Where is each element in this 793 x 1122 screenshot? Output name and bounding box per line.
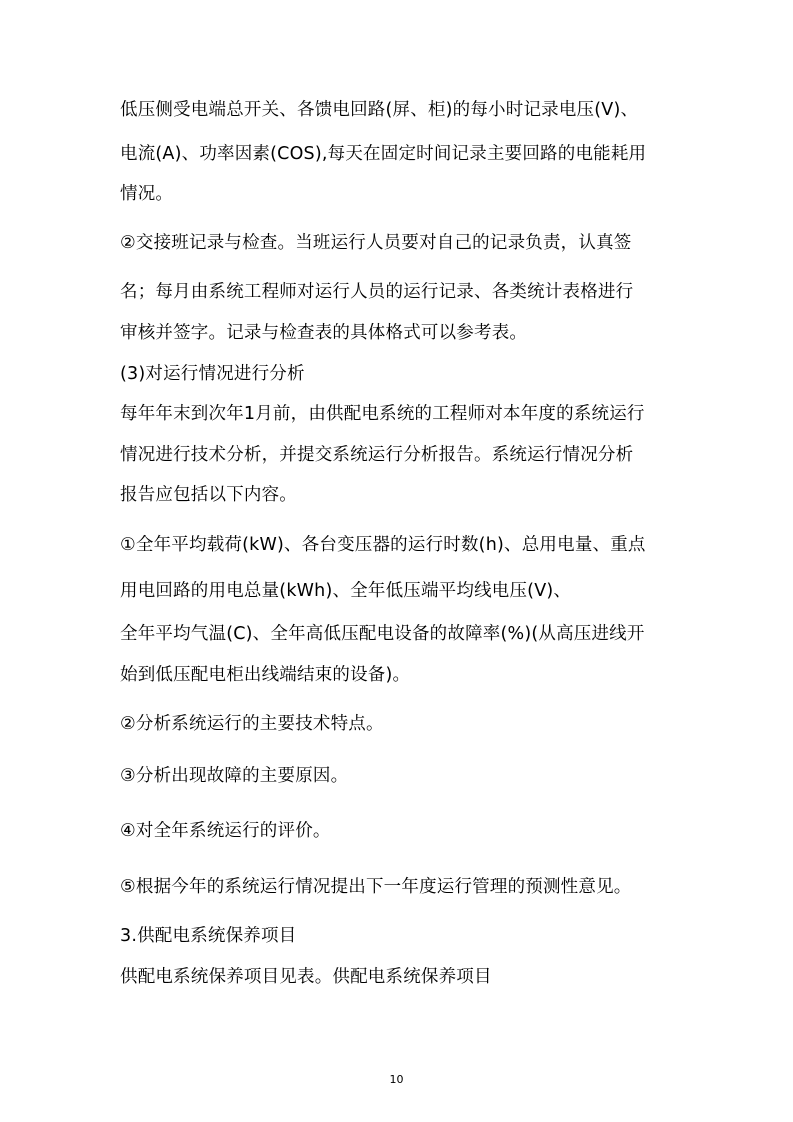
list-item-1-line: ①全年平均载荷(kW)、各台变压器的运行时数(h)、总用电量、重点 (120, 535, 646, 555)
list-item-4: ④对全年系统运行的评价。 (120, 821, 331, 841)
list-item-3: ③分析出现故障的主要原因。 (120, 766, 349, 786)
paragraph-line: 用电回路的用电总量(kWh)、全年低压端平均线电压(V)、 (120, 581, 572, 601)
paragraph-line: 低压侧受电端总开关、各馈电回路(屏、柜)的每小时记录电压(V)、 (120, 100, 639, 120)
paragraph-line: 每年年末到次年1月前，由供配电系统的工程师对本年度的系统运行 (120, 404, 645, 424)
paragraph-line: 电流(A)、功率因素(COS),每天在固定时间记录主要回路的电能耗用 (120, 144, 647, 164)
list-item-2-line: ②交接班记录与检查。当班运行人员要对自己的记录负责，认真签 (120, 233, 632, 253)
paragraph-line: 情况进行技术分析，并提交系统运行分析报告。系统运行情况分析 (120, 445, 634, 465)
paragraph-line: 名；每月由系统工程师对运行人员的运行记录、各类统计表格进行 (120, 282, 634, 302)
paragraph-line: 情况。 (120, 184, 174, 204)
paragraph-line: 全年平均气温(C)、全年高低压配电设备的故障率(%)(从高压进线开 (120, 624, 645, 644)
page-number: 10 (389, 1073, 404, 1086)
list-item-5: ⑤根据今年的系统运行情况提出下一年度运行管理的预测性意见。 (120, 877, 632, 897)
section-heading: 3.供配电系统保养项目 (120, 926, 297, 946)
list-item-2: ②分析系统运行的主要技术特点。 (120, 714, 384, 734)
paragraph-line: 审核并签字。记录与检查表的具体格式可以参考表。 (120, 323, 528, 343)
paragraph-line: 始到低压配电柜出线端结束的设备)。 (120, 665, 411, 685)
paragraph-line: 供配电系统保养项目见表。供配电系统保养项目 (120, 967, 492, 987)
paragraph-line: 报告应包括以下内容。 (120, 485, 297, 505)
section-heading: (3)对运行情况进行分析 (120, 364, 305, 384)
